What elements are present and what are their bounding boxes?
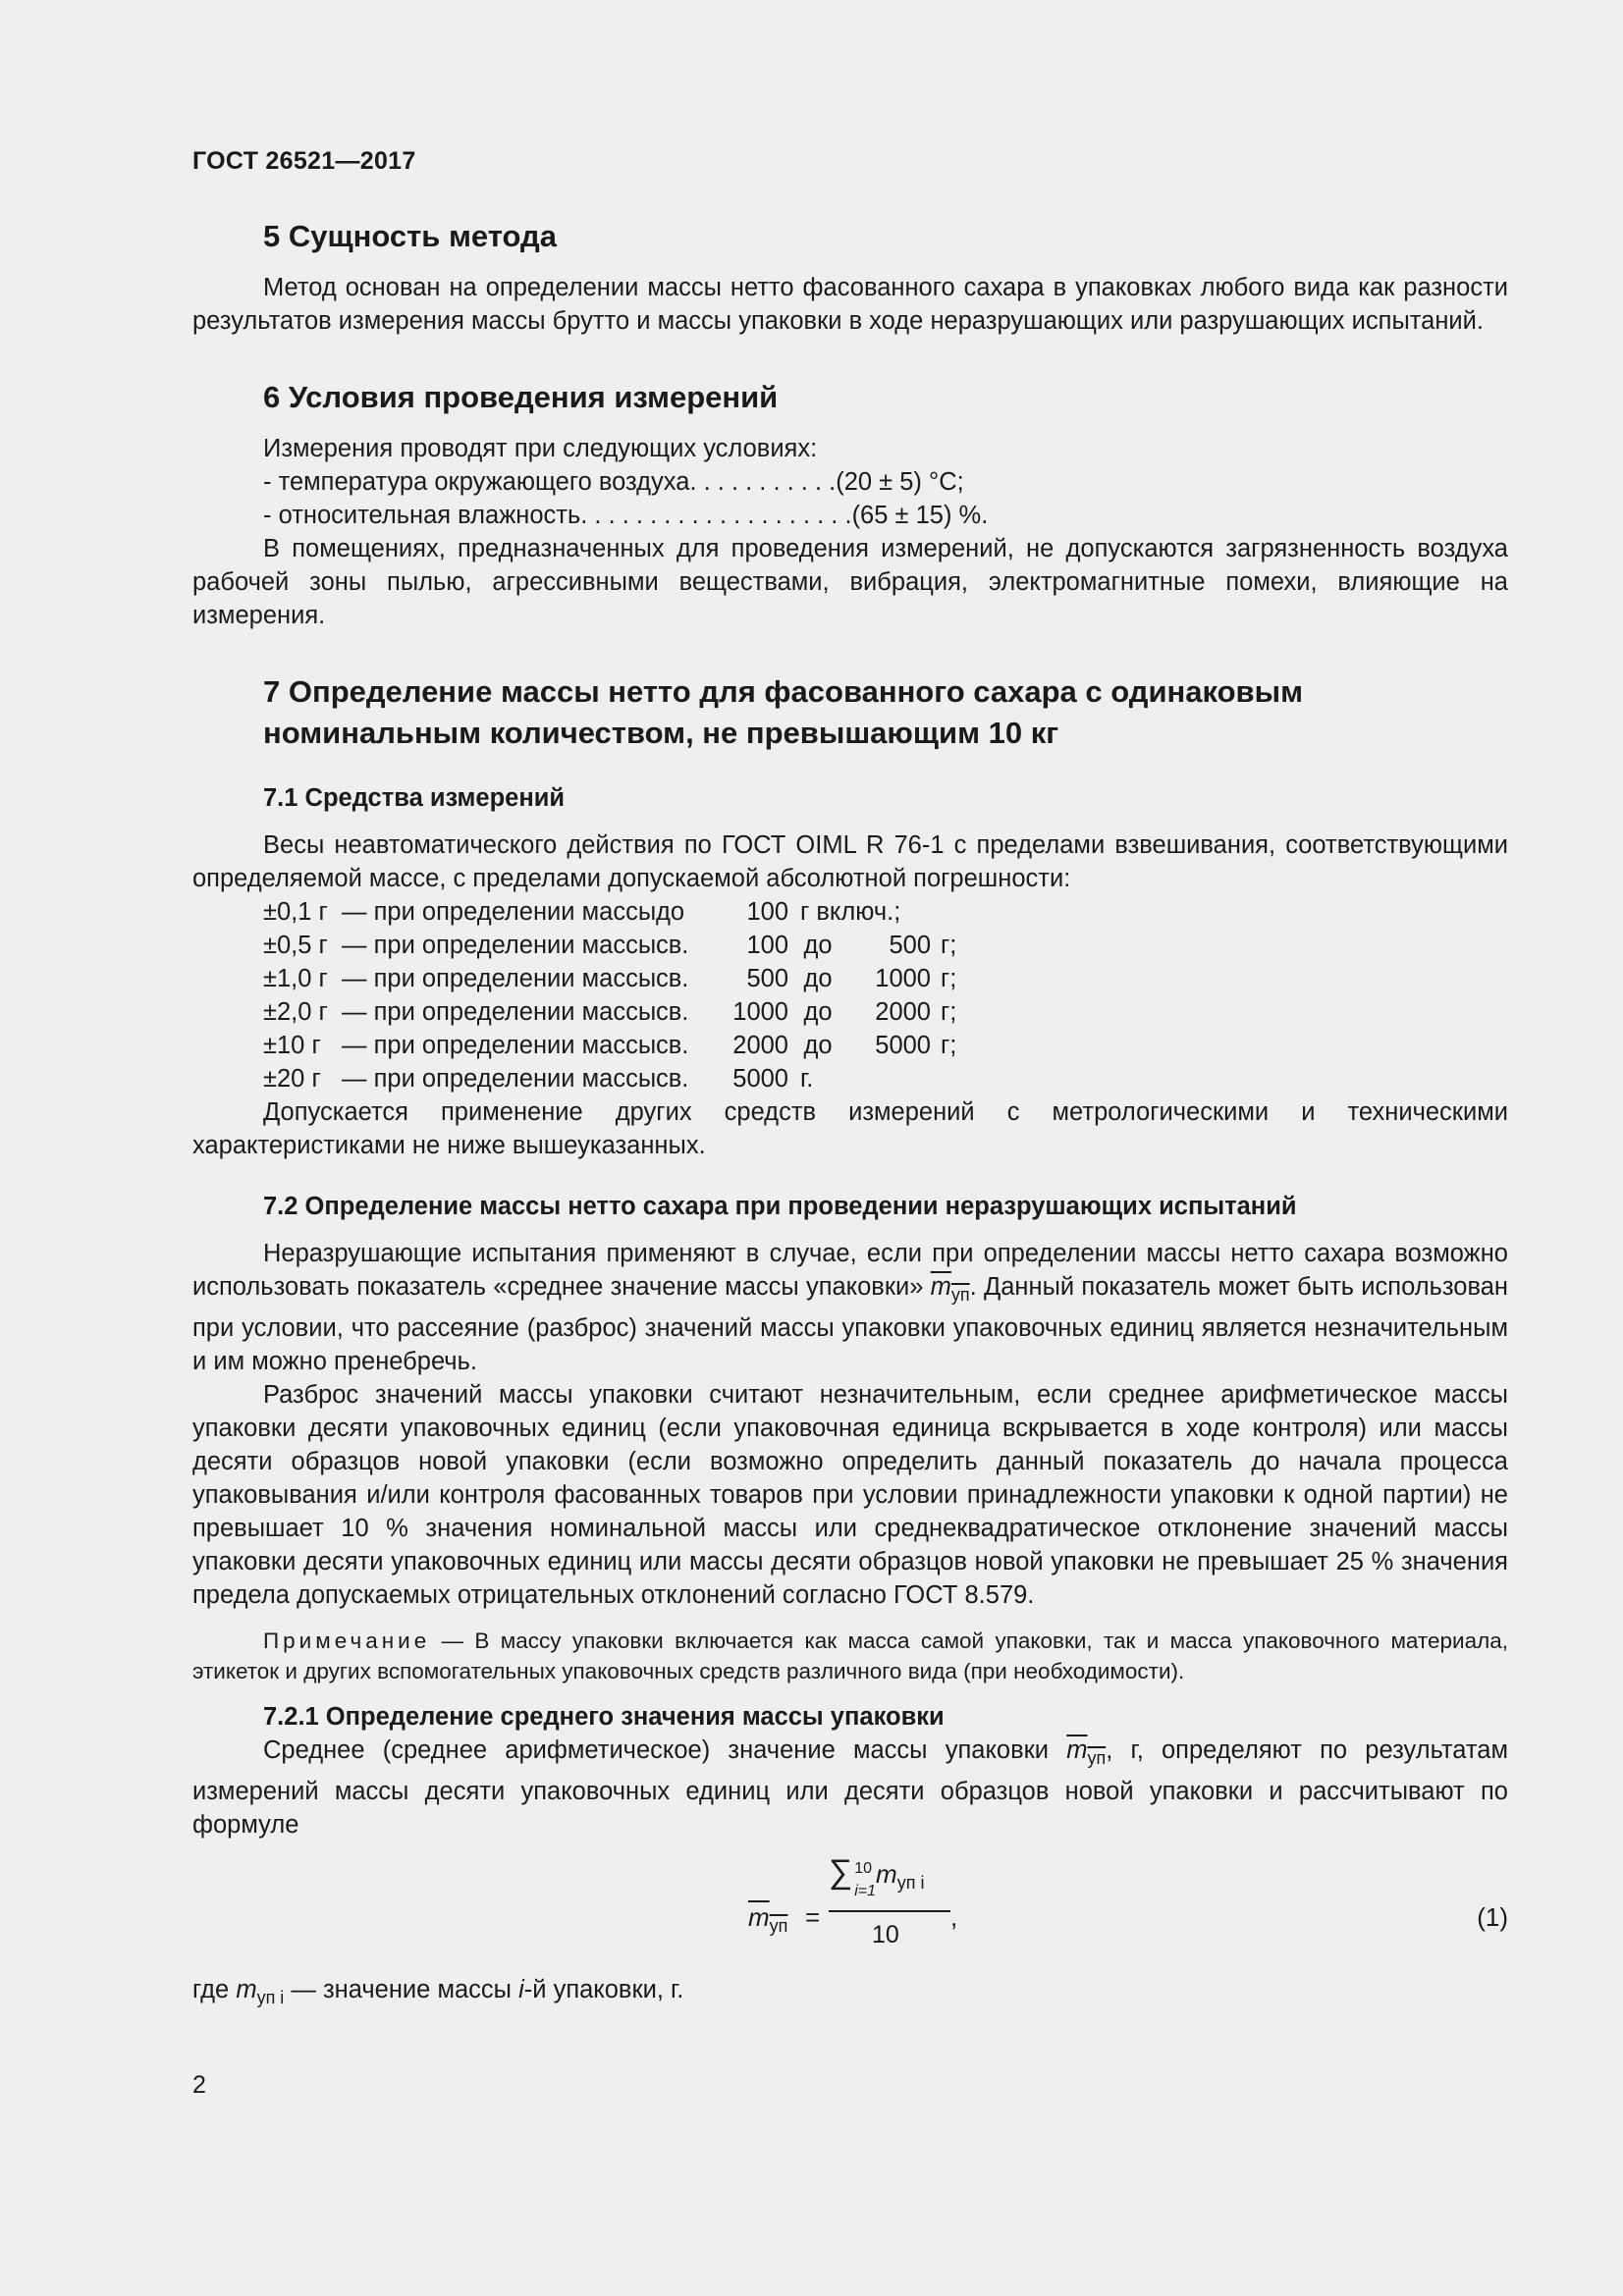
limit-row bbox=[192, 995, 1508, 1029]
limit-tail: г; bbox=[941, 998, 957, 1026]
limit-relation: св. bbox=[656, 1032, 689, 1059]
condition-leader: . . . . . . . . . . . . . . . . . . . . bbox=[580, 502, 852, 529]
limit-to-word: до bbox=[803, 1032, 833, 1059]
section-7-2-1-title: 7.2.1 Определение среднего значения массы упаковки bbox=[263, 1703, 945, 1731]
limit-relation: св. bbox=[656, 932, 689, 959]
section-7-1-paragraph-2: Допускается применение других средств измерений с метрологическими и техническими характеристиками не ниже вышеуказанных. bbox=[192, 1098, 1508, 1159]
limit-row bbox=[192, 1029, 1508, 1062]
formula-numerator bbox=[829, 1855, 924, 1900]
limit-tail: г; bbox=[941, 932, 957, 959]
limit-from: 5000 bbox=[732, 1065, 788, 1093]
symbol-subscript: уп bbox=[1087, 1748, 1107, 1768]
limit-tail: г; bbox=[941, 965, 957, 992]
document-header: ГОСТ 26521—2017 bbox=[192, 147, 416, 175]
formula-number: (1) bbox=[1477, 1902, 1508, 1932]
limit-text: — при определении массы bbox=[342, 898, 657, 926]
sum-lower-limit: i=1 bbox=[854, 1883, 877, 1899]
term-subscript: уп i bbox=[256, 1988, 285, 2007]
limit-to-word: до bbox=[803, 998, 833, 1026]
limit-row bbox=[192, 962, 1508, 995]
limit-text: — при определении массы bbox=[342, 998, 657, 1026]
limit-text: — при определении массы bbox=[342, 965, 657, 992]
note-label: Примечание bbox=[263, 1629, 431, 1653]
formula-denominator: 10 bbox=[872, 1921, 899, 1949]
note bbox=[192, 1626, 1508, 1686]
limit-to-word: до bbox=[803, 932, 833, 959]
section-7-2-paragraph bbox=[192, 1237, 1508, 1378]
limit-row bbox=[192, 1062, 1508, 1095]
section-7-title-line2: номинальным количеством, не превышающим 10 кг bbox=[263, 716, 1059, 750]
limit-to: 1000 bbox=[875, 965, 931, 992]
symbol-subscript: уп bbox=[950, 1285, 970, 1305]
limit-tolerance: ±10 г bbox=[263, 1032, 321, 1059]
limit-relation: св. bbox=[656, 965, 689, 992]
limit-to: 5000 bbox=[875, 1032, 931, 1059]
section-7-2-1-paragraph bbox=[192, 1734, 1508, 1842]
section-7-1-paragraph: Весы неавтоматического действия по ГОСТ OIML R 76-1 с пределами взвешивания, соответствующими определяемой массе, с пределами допускаемой абсолютной погрешности: bbox=[192, 831, 1508, 892]
fraction-line bbox=[829, 1910, 950, 1912]
section-7-title bbox=[192, 671, 1508, 754]
limit-from: 100 bbox=[746, 932, 788, 959]
text-run: -й упаковки, г. bbox=[523, 1976, 684, 2003]
text-run: где bbox=[192, 1976, 237, 2003]
condition-label: - относительная влажность bbox=[263, 502, 581, 529]
limit-tolerance: ±0,5 г bbox=[263, 932, 328, 959]
limit-tail: г. bbox=[800, 1065, 814, 1093]
term-subscript: уп i bbox=[896, 1873, 925, 1893]
limit-relation: до bbox=[656, 898, 685, 926]
limit-tolerance: ±20 г bbox=[263, 1065, 321, 1093]
limit-tail: г; bbox=[941, 1032, 957, 1059]
section-7-2-paragraph-2: Разброс значений массы упаковки считают незначительным, если среднее арифметическое массы упаковки десяти упаковочных единиц (если упаковочная единица вскрывается в ходе контроля) или массы десяти образцов новой упаковки (если возможно определить данный показатель до начала процесса упаковывания и/или контроля фасованных товаров при условии принадлежности упаковки к одной партии) не превышает 10 % значения номинальной массы или среднеквадратическое отклонение значений массы упаковки десяти упаковочных единиц или массы десяти образцов новой упаковки не превышает 25 % значения предела допускаемых отрицательных отклонений согласно ГОСТ 8.579. bbox=[192, 1381, 1508, 1609]
symbol-m: m bbox=[930, 1273, 951, 1301]
limit-to: 2000 bbox=[875, 998, 931, 1026]
limit-row bbox=[192, 929, 1508, 962]
section-5-paragraph: Метод основан на определении массы нетто фасованного сахара в упаковках любого вида как разности результатов измерения массы брутто и массы упаковки в ходе неразрушающих или разрушающих испытаний. bbox=[192, 274, 1508, 335]
text-run: , г, определяют по результатам измерений массы десяти упаковочных единиц или десяти образцов новой упаковки и рассчитывают по формуле bbox=[192, 1736, 1508, 1839]
sum-symbol: ∑ bbox=[829, 1853, 853, 1891]
condition-label: - температура окружающего воздуха bbox=[263, 468, 690, 496]
text-run: . Данный показатель может быть использован при условии, что рассеяние (разброс) значений массы упаковки упаковочных единиц является незначительным и им можно пренебречь. bbox=[192, 1273, 1508, 1375]
section-7-2-title: 7.2 Определение массы нетто сахара при проведении неразрушающих испытаний bbox=[263, 1193, 1297, 1220]
limit-row bbox=[192, 895, 1508, 929]
limit-from: 100 bbox=[746, 898, 788, 926]
symbol-m: m bbox=[748, 1902, 770, 1932]
limit-text: — при определении массы bbox=[342, 932, 657, 959]
formula-where bbox=[192, 1973, 1508, 2014]
limit-tolerance: ±2,0 г bbox=[263, 998, 328, 1026]
limit-tolerance: ±1,0 г bbox=[263, 965, 328, 992]
limit-to: 500 bbox=[889, 932, 931, 959]
condition-leader: . . . . . . . . . . . bbox=[689, 468, 837, 496]
limit-text: — при определении массы bbox=[342, 1065, 657, 1093]
section-6-intro: Измерения проводят при следующих условиях: bbox=[263, 435, 818, 462]
symbol-m: m bbox=[1066, 1736, 1088, 1764]
section-7-1-title: 7.1 Средства измерений bbox=[263, 784, 566, 812]
formula-comma: , bbox=[950, 1902, 958, 1932]
limit-from: 500 bbox=[746, 965, 788, 992]
mean-symbol bbox=[1066, 1736, 1107, 1768]
sum-upper-limit: 10 bbox=[854, 1860, 873, 1877]
formula-equals: = bbox=[805, 1902, 821, 1932]
condition-humidity bbox=[192, 499, 1508, 532]
page-number: 2 bbox=[192, 2071, 206, 2099]
limit-text: — при определении массы bbox=[342, 1032, 657, 1059]
limit-tolerance: ±0,1 г bbox=[263, 898, 328, 926]
text-run: Среднее (среднее арифметическое) значение массы упаковки bbox=[263, 1736, 1067, 1764]
limit-to-word: до bbox=[803, 965, 833, 992]
section-6-paragraph: В помещениях, предназначенных для проведения измерений, не допускаются загрязненность воздуха рабочей зоны пылью, агрессивными веществами, вибрация, электромагнитные помехи, влияющие на измерения. bbox=[192, 535, 1508, 629]
condition-value: (20 ± 5) °С; bbox=[836, 468, 964, 496]
limit-tail: г включ.; bbox=[800, 898, 901, 926]
limit-from: 1000 bbox=[732, 998, 788, 1026]
section-7-title-line1: 7 Определение массы нетто для фасованного сахара с одинаковым bbox=[263, 674, 1303, 709]
limit-from: 2000 bbox=[732, 1032, 788, 1059]
text-run: — значение массы bbox=[284, 1976, 519, 2003]
symbol-m: m bbox=[876, 1859, 897, 1889]
limits-list bbox=[192, 895, 1508, 1095]
section-6-title: 6 Условия проведения измерений bbox=[263, 380, 779, 414]
document-body bbox=[192, 216, 1508, 2014]
note-text: — В массу упаковки включается как масса самой упаковки, так и масса упаковочного материала, этикеток и других вспомогательных упаковочных средств различного вида (при необходимости). bbox=[192, 1629, 1508, 1683]
symbol-i: i bbox=[518, 1976, 524, 2003]
limit-relation: св. bbox=[656, 998, 689, 1026]
mean-symbol bbox=[930, 1273, 970, 1305]
text-run: Неразрушающие испытания применяют в случае, если при определении массы нетто сахара возможно использовать показатель «среднее значение массы упаковки» bbox=[192, 1240, 1508, 1301]
condition-temperature bbox=[192, 465, 1508, 499]
formula-lhs bbox=[748, 1900, 787, 1943]
symbol-m: m bbox=[236, 1976, 257, 2003]
formula-1 bbox=[192, 1855, 1508, 1973]
limit-relation: св. bbox=[656, 1065, 689, 1093]
section-5-title: 5 Сущность метода bbox=[263, 219, 557, 253]
condition-value: (65 ± 15) %. bbox=[851, 502, 989, 529]
symbol-subscript: уп bbox=[769, 1916, 788, 1936]
